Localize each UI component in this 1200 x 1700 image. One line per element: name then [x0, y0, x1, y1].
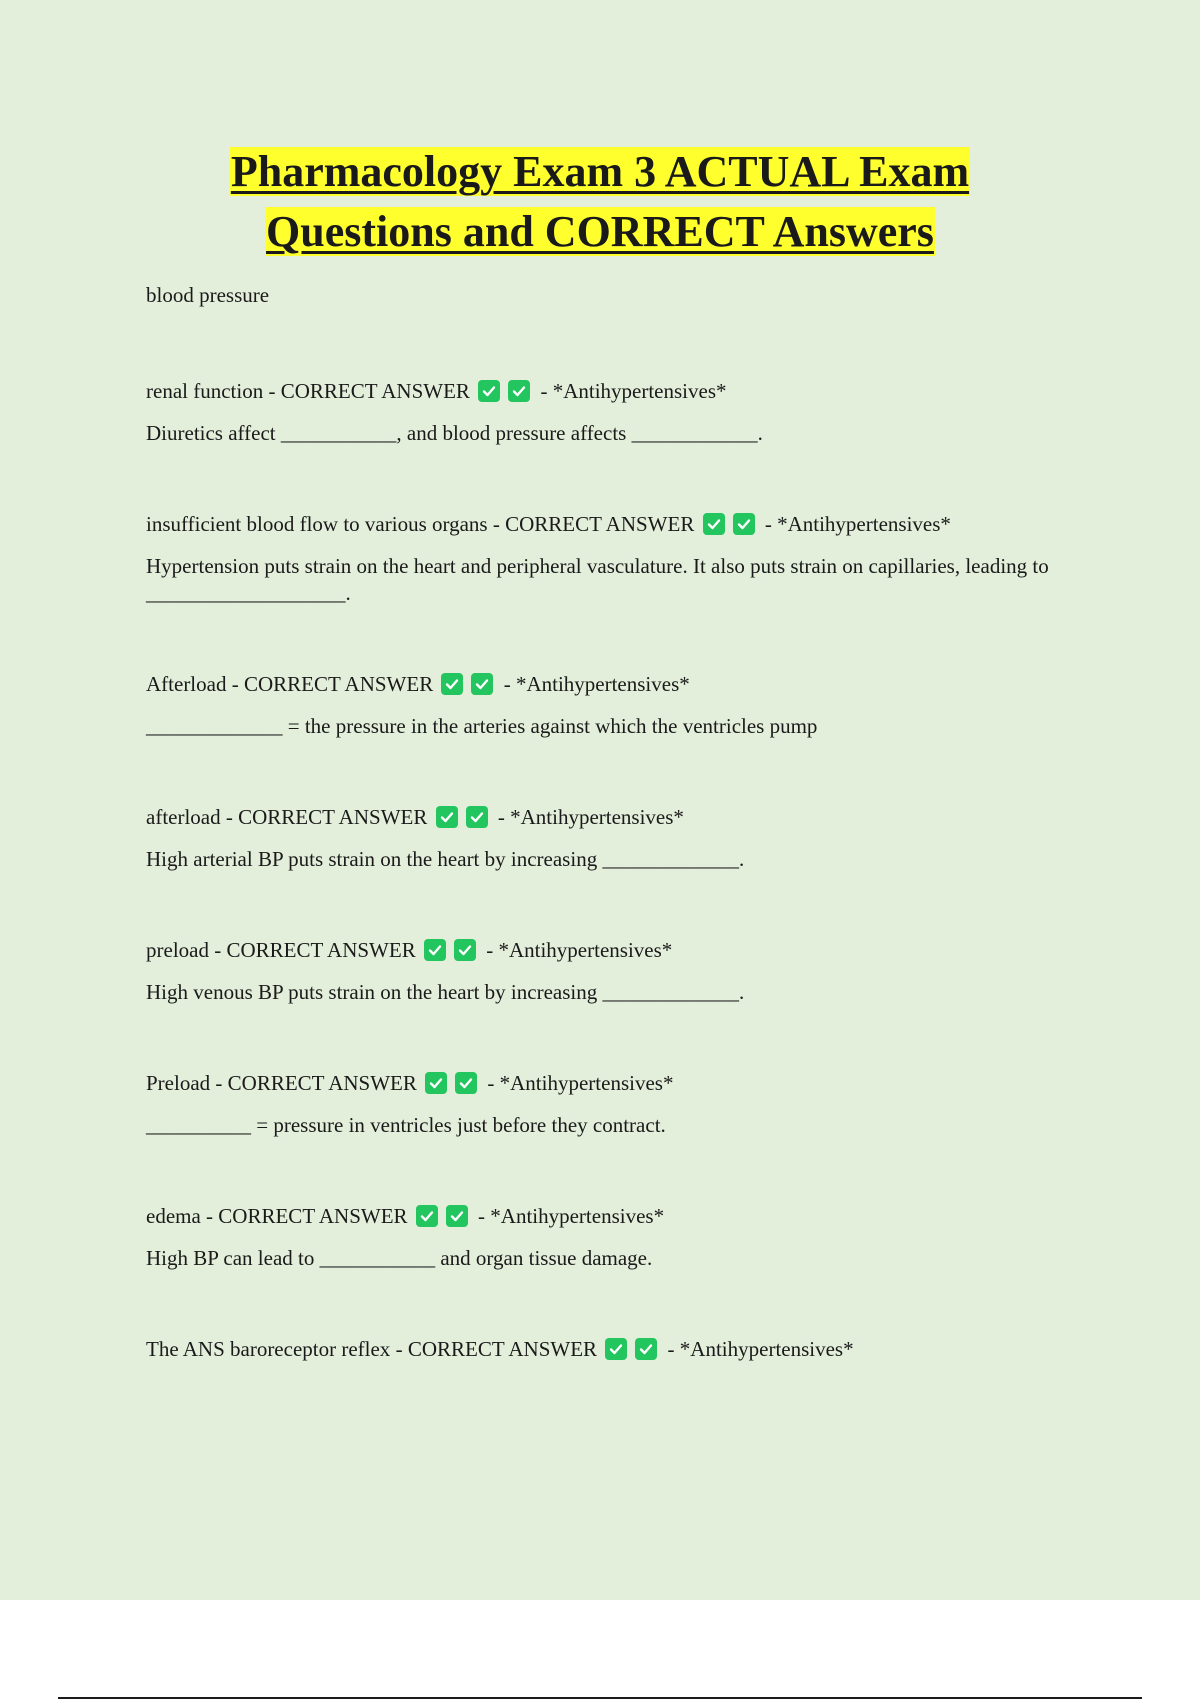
flashcard-entry: [146, 802, 1096, 873]
question-text: High arterial BP puts strain on the heart by increasing _____________.: [146, 847, 745, 871]
answer-text: renal function: [146, 379, 264, 403]
separator-text: -: [759, 512, 778, 536]
question-text: Hypertension puts strain on the heart and peripheral vasculature. It also puts strain on capillaries, leading to ___________________.: [146, 554, 1049, 605]
separator-text: -: [498, 672, 516, 696]
check-box-icon: [425, 1072, 447, 1094]
answer-text: Preload: [146, 1071, 211, 1095]
answer-text: preload: [146, 938, 209, 962]
check-box-icon: [441, 673, 463, 695]
check-box-icon: [733, 513, 755, 535]
check-box-icon: [703, 513, 725, 535]
separator-text: -: [535, 379, 553, 403]
title-line-1: Pharmacology Exam 3 ACTUAL Exam: [230, 147, 970, 196]
correct-answer-label: CORRECT ANSWER: [407, 1337, 598, 1361]
category-label: *Antihypertensives*: [679, 1337, 854, 1361]
check-box-icon: [466, 806, 488, 828]
separator-text: -: [210, 1071, 228, 1095]
separator-text: -: [662, 1337, 680, 1361]
check-box-icon: [446, 1205, 468, 1227]
flashcard-entry: [146, 669, 1096, 740]
correct-answer-label: CORRECT ANSWER: [218, 1204, 408, 1228]
answer-line: [146, 376, 1096, 406]
check-box-icon: [478, 380, 500, 402]
answer-line: [146, 1334, 1096, 1364]
separator-text: -: [487, 512, 506, 536]
separator-text: -: [482, 1071, 500, 1095]
flashcard-entry: [146, 1334, 1096, 1364]
answer-line: [146, 509, 1096, 539]
category-label: *Antihypertensives*: [515, 672, 690, 696]
check-box-icon: [508, 380, 530, 402]
flashcard-entry: [146, 1201, 1096, 1272]
category-label: *Antihypertensives*: [490, 1204, 665, 1228]
answer-text: Afterload: [146, 672, 227, 696]
check-box-icon: [471, 673, 493, 695]
category-label: *Antihypertensives*: [777, 512, 951, 536]
check-box-icon: [424, 939, 446, 961]
question-text: Diuretics affect ___________, and blood pressure affects ____________.: [146, 421, 763, 445]
category-label: *Antihypertensives*: [499, 1071, 674, 1095]
separator-text: -: [263, 379, 281, 403]
answer-text: afterload: [146, 805, 221, 829]
separator-text: -: [200, 1204, 219, 1228]
check-box-icon: [436, 806, 458, 828]
correct-answer-label: CORRECT ANSWER: [227, 1071, 417, 1095]
question-text: _____________ = the pressure in the arteries against which the ventricles pump: [146, 714, 818, 738]
check-box-icon: [454, 939, 476, 961]
question-text: High BP can lead to ___________ and organ tissue damage.: [146, 1246, 653, 1270]
correct-answer-label: CORRECT ANSWER: [238, 805, 428, 829]
answer-text: insufficient blood flow to various organs: [146, 512, 488, 536]
separator-text: -: [220, 805, 239, 829]
answer-text: edema: [146, 1204, 201, 1228]
footer-divider: [58, 1697, 1142, 1699]
question-text: __________ = pressure in ventricles just before they contract.: [146, 1113, 666, 1137]
correct-answer-label: CORRECT ANSWER: [505, 512, 695, 536]
category-label: *Antihypertensives*: [510, 805, 684, 829]
category-label: *Antihypertensives*: [498, 938, 673, 962]
check-box-icon: [416, 1205, 438, 1227]
separator-text: -: [390, 1337, 408, 1361]
check-box-icon: [605, 1338, 627, 1360]
answer-line: [146, 669, 1096, 699]
answer-line: [146, 802, 1096, 832]
answer-text: The ANS baroreceptor reflex: [146, 1337, 391, 1361]
answer-line: [146, 935, 1096, 965]
flashcard-list: [146, 280, 1096, 1364]
separator-text: -: [480, 938, 499, 962]
title-line-2: Questions and CORRECT Answers: [266, 207, 934, 256]
flashcard-entry: [146, 935, 1096, 1006]
separator-text: -: [208, 938, 227, 962]
flashcard-entry: [146, 1068, 1096, 1139]
question-text: High venous BP puts strain on the heart by increasing _____________.: [146, 980, 745, 1004]
check-box-icon: [635, 1338, 657, 1360]
separator-text: -: [226, 672, 244, 696]
flashcard-entry: [146, 376, 1096, 447]
correct-answer-label: CORRECT ANSWER: [280, 379, 470, 403]
answer-line: [146, 1201, 1096, 1231]
flashcard-entry: [146, 509, 1096, 607]
separator-text: -: [492, 805, 511, 829]
check-box-icon: [455, 1072, 477, 1094]
separator-text: -: [472, 1204, 491, 1228]
correct-answer-label: CORRECT ANSWER: [226, 938, 416, 962]
intro-fragment: blood pressure: [146, 283, 270, 307]
category-label: *Antihypertensives*: [552, 379, 727, 403]
correct-answer-label: CORRECT ANSWER: [243, 672, 434, 696]
answer-line: [146, 1068, 1096, 1098]
document-title: [0, 142, 1200, 262]
